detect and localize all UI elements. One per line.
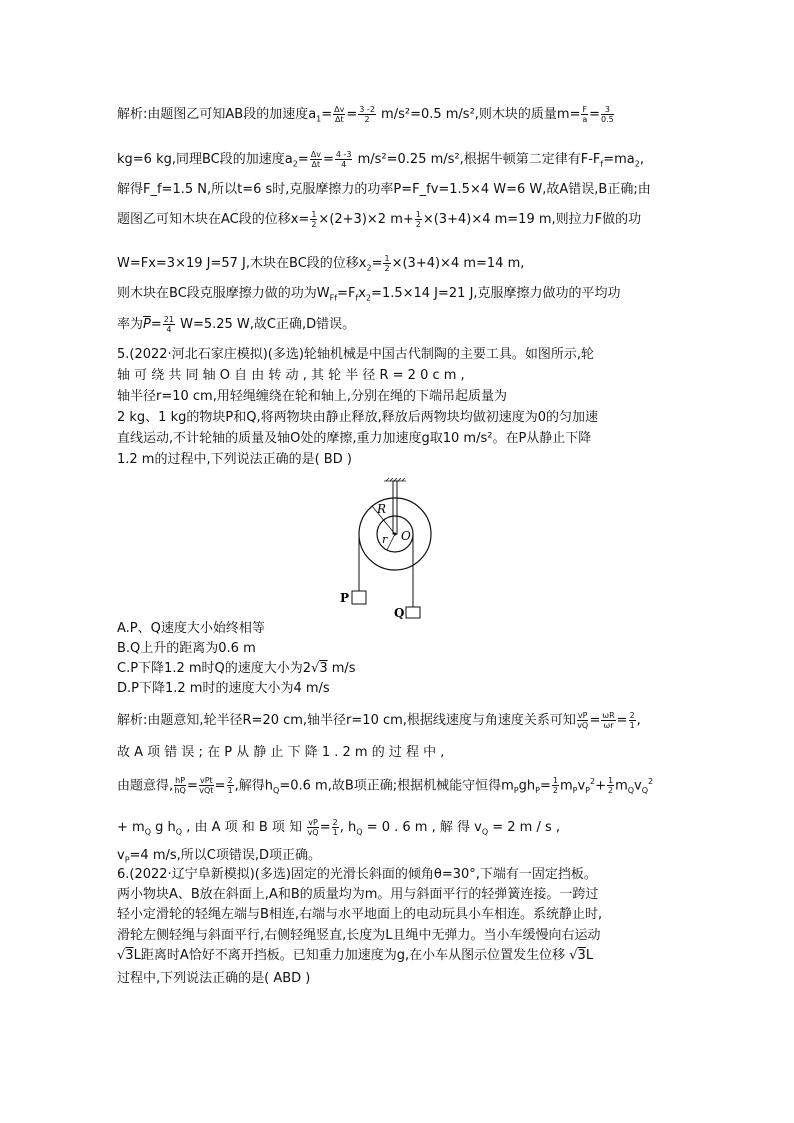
fraction bbox=[333, 105, 345, 124]
text: = bbox=[150, 317, 162, 332]
text: v bbox=[577, 778, 586, 794]
text: x bbox=[358, 286, 366, 301]
text: ,解得h bbox=[234, 778, 274, 794]
text: 解析:由题意知,轮半径R=20 cm,轴半径r=10 cm,根据线速度与角速度关系可知 bbox=[117, 713, 576, 728]
sub: 1 bbox=[316, 114, 322, 124]
den: 0.5 bbox=[601, 115, 614, 124]
sub: f bbox=[600, 159, 604, 169]
text: 直线运动,不计轮轴的质量及轴O处的摩擦,重力加速度g取10 m/s²。在P从静止下降 bbox=[117, 431, 592, 446]
fraction bbox=[307, 818, 319, 837]
sub: 2 bbox=[366, 263, 372, 273]
num: 1 bbox=[311, 210, 317, 219]
text: m bbox=[615, 778, 628, 794]
den: 4 bbox=[341, 160, 347, 169]
radicand: 3 bbox=[125, 948, 134, 963]
text: 轴 可 绕 共 同 轴 O 自 由 转 动 , 其 轮 半 径 R = 2 0 c m , bbox=[117, 368, 465, 383]
den: vQ bbox=[577, 721, 589, 730]
sub: 2 bbox=[292, 159, 298, 169]
sol5-line-3 bbox=[117, 773, 653, 800]
sub: 2 bbox=[365, 293, 372, 303]
num: 1 bbox=[384, 254, 390, 263]
text: + bbox=[595, 778, 606, 794]
text: m/s²=0.5 m/s²,则木块的质量m= bbox=[376, 107, 581, 122]
sol4-line-6 bbox=[117, 285, 621, 308]
num: 21 bbox=[163, 315, 174, 324]
text: v bbox=[117, 848, 125, 863]
text: 过程中,下列说法正确的是( ABD ) bbox=[117, 971, 311, 986]
text: L距离时A恰好不离开挡板。已知重力加速度为g,在小车从图示位置发生位移 bbox=[133, 948, 570, 963]
sub: 2 bbox=[634, 159, 640, 169]
text: 6.(2022·辽宁阜新模拟)(多选)固定的光滑长斜面的倾角θ=30°,下端有一固定挡板。 bbox=[117, 867, 597, 882]
fraction bbox=[310, 150, 322, 169]
text: v bbox=[634, 778, 642, 794]
sub: P bbox=[513, 785, 519, 795]
fraction bbox=[629, 711, 636, 730]
num: 2 bbox=[332, 818, 338, 827]
text: = bbox=[589, 107, 600, 122]
text: A.P、Q速度大小始终相等 bbox=[117, 621, 265, 636]
q5-line-2 bbox=[117, 367, 465, 385]
text: W=Fx=3×19 J=57 J,木块在BC段的位移x bbox=[117, 256, 367, 271]
fraction bbox=[552, 776, 559, 795]
text: gh bbox=[518, 778, 536, 794]
radicand: 3 bbox=[577, 948, 586, 963]
text: 5.(2022·河北石家庄模拟)(多选)轮轴机械是中国古代制陶的主要工具。如图所示,轮 bbox=[117, 347, 595, 362]
text: = bbox=[371, 256, 383, 271]
num: 4 -3 bbox=[335, 150, 352, 159]
den: 2 bbox=[415, 220, 421, 229]
sub: Q bbox=[175, 827, 183, 837]
text: m/s bbox=[327, 661, 356, 676]
text: W=5.25 W,故C正确,D错误。 bbox=[175, 317, 356, 332]
sol4-line-3 bbox=[117, 181, 651, 199]
label-P: P bbox=[340, 591, 350, 605]
text: ×(3+4)×4 m=14 m, bbox=[391, 256, 525, 271]
fraction bbox=[174, 776, 186, 795]
fraction bbox=[607, 776, 614, 795]
fraction bbox=[581, 105, 588, 124]
fraction bbox=[227, 776, 234, 795]
text: L bbox=[585, 948, 594, 963]
den: 1 bbox=[332, 828, 338, 837]
num: hP bbox=[175, 776, 186, 786]
fraction bbox=[332, 818, 339, 837]
text: =4 m/s,所以C项错误,D项正确。 bbox=[129, 848, 321, 863]
den: 2 bbox=[364, 115, 370, 124]
sol5-line-1 bbox=[117, 711, 641, 730]
sol5-line-4 bbox=[117, 818, 560, 842]
text: 解得F_f=1.5 N,所以t=6 s时,克服摩擦力的功率P=F_fv=1.5×4 W=6 W,故A错误,B正确;由 bbox=[117, 182, 651, 197]
q6-line-3 bbox=[117, 906, 602, 924]
num: 2 bbox=[227, 776, 233, 786]
num: 3 -2 bbox=[359, 105, 375, 114]
text: D.P下降1.2 m时的速度大小为4 m/s bbox=[117, 681, 330, 696]
num: 1 bbox=[607, 776, 614, 786]
sqrt-symbol: √ bbox=[569, 948, 578, 963]
label-r: r bbox=[382, 533, 388, 546]
sup: 2 bbox=[589, 777, 596, 786]
fraction bbox=[310, 210, 317, 229]
text: ×(2+3)×2 m+ bbox=[318, 212, 414, 227]
text: = bbox=[322, 152, 334, 167]
sqrt-symbol: √ bbox=[117, 948, 126, 963]
num: 3 bbox=[601, 105, 614, 115]
fraction bbox=[577, 711, 589, 730]
label-O: O bbox=[401, 529, 411, 543]
sol4-line-1 bbox=[117, 105, 615, 129]
q5-line-4 bbox=[117, 409, 598, 427]
sub: Ff bbox=[329, 293, 338, 303]
sub: Q bbox=[356, 827, 363, 837]
sub: Q bbox=[627, 785, 635, 795]
sub: Q bbox=[273, 785, 280, 795]
den: 1 bbox=[629, 721, 635, 730]
radicand: 3 bbox=[319, 661, 328, 676]
block-P bbox=[352, 591, 366, 604]
sub: f bbox=[355, 293, 359, 303]
text: 1.2 m的过程中,下列说法正确的是( BD ) bbox=[117, 452, 352, 467]
q6-line-2 bbox=[117, 886, 598, 904]
q5-line-1 bbox=[117, 346, 594, 364]
text: 轻小定滑轮的轻绳左端与B相连,右端与水平地面上的电动玩具小车相连。系统静止时, bbox=[117, 907, 603, 922]
den: 1 bbox=[227, 786, 233, 796]
sol4-line-5 bbox=[117, 254, 524, 278]
sub: P bbox=[535, 785, 540, 795]
text: 率为 bbox=[117, 317, 144, 332]
sol4-line-4 bbox=[117, 210, 641, 229]
q6-line-5 bbox=[117, 947, 593, 965]
num: vP bbox=[577, 711, 588, 720]
text: , bbox=[636, 713, 641, 728]
text: m/s²=0.25 m/s²,根据牛顿第二定律有F-F bbox=[353, 152, 601, 167]
text: 解析:由题图乙可知AB段的加速度a bbox=[117, 107, 317, 122]
den: 2 bbox=[607, 786, 614, 796]
num: 1 bbox=[552, 776, 558, 786]
text: 轴半径r=10 cm,用轻绳缠绕在轮和轴上,分别在绳的下端吊起质量为 bbox=[117, 389, 507, 404]
text: kg=6 kg,同理BC段的加速度a bbox=[117, 152, 293, 167]
sol5-line-2 bbox=[117, 744, 444, 762]
q5-line-5 bbox=[117, 430, 591, 448]
text: 则木块在BC段克服摩擦力做的功为W bbox=[117, 286, 330, 301]
den: a bbox=[582, 115, 588, 124]
label-R: R bbox=[377, 502, 387, 516]
fraction bbox=[358, 105, 376, 124]
text: = bbox=[346, 107, 358, 122]
text: m bbox=[559, 778, 573, 794]
fraction bbox=[415, 210, 422, 229]
text: = bbox=[297, 152, 309, 167]
p-bar: $\overline{P}$ bbox=[143, 317, 151, 332]
fraction bbox=[601, 105, 614, 124]
text: 2 kg、1 kg的物块P和Q,将两物块由静止释放,释放后两物块均做初速度为0的匀加速 bbox=[117, 410, 598, 425]
sqrt-symbol: √ bbox=[311, 661, 320, 676]
den: vQ bbox=[307, 828, 319, 837]
num: 1 bbox=[415, 210, 421, 219]
q5-line-6 bbox=[117, 451, 352, 469]
text: = 2 m / s , bbox=[488, 820, 561, 835]
text: =ma bbox=[603, 152, 635, 167]
sub: Q bbox=[641, 785, 649, 795]
sol4-line-2 bbox=[117, 150, 644, 174]
text: = bbox=[321, 107, 333, 122]
text: =F bbox=[337, 286, 356, 301]
q5-line-3 bbox=[117, 388, 507, 406]
text: ×(3+4)×4 m=19 m,则拉力F做的功 bbox=[422, 212, 642, 227]
text: 滑轮左侧轻绳与斜面平行,右侧轻绳竖直,长度为L且绳中无弹力。当小车缓慢向右运动 bbox=[117, 928, 601, 943]
support-rod bbox=[393, 481, 397, 534]
num: 2 bbox=[629, 711, 635, 720]
text: g h bbox=[151, 820, 176, 835]
den: Δt bbox=[311, 160, 321, 169]
den: 2 bbox=[311, 220, 317, 229]
text: = bbox=[539, 778, 551, 794]
sub: Q bbox=[481, 827, 489, 837]
fraction bbox=[335, 150, 353, 169]
q6-line-1 bbox=[117, 866, 597, 884]
text: 题图乙可知木块在AC段的位移x= bbox=[117, 212, 310, 227]
text: =0.6 m,故B项正确;根据机械能守恒得m bbox=[279, 778, 514, 794]
den: ωr bbox=[603, 721, 614, 730]
den: vQt bbox=[199, 786, 214, 796]
text: + m bbox=[117, 820, 145, 835]
text: =1.5×14 J=21 J,克服摩擦力做功的平均功 bbox=[371, 286, 621, 301]
text: , bbox=[639, 152, 644, 167]
text: = bbox=[589, 713, 601, 728]
q6-line-4 bbox=[117, 927, 601, 945]
text: B.Q上升的距离为0.6 m bbox=[117, 641, 256, 656]
sup: 2 bbox=[648, 777, 654, 786]
text: 故 A 项 错 误 ; 在 P 从 静 止 下 降 1 . 2 m 的 过 程 中 , bbox=[117, 745, 445, 760]
q5-option-c bbox=[117, 660, 356, 678]
q5-option-a bbox=[117, 620, 265, 638]
num: vPt bbox=[199, 776, 213, 786]
num: F bbox=[582, 105, 588, 114]
block-Q bbox=[406, 607, 420, 618]
den: 4 bbox=[166, 325, 172, 334]
fraction bbox=[383, 254, 390, 273]
sub: Q bbox=[144, 827, 151, 837]
den: 2 bbox=[552, 786, 558, 796]
den: Δt bbox=[334, 115, 344, 124]
label-Q: Q bbox=[394, 606, 405, 620]
q5-option-b bbox=[117, 640, 256, 658]
num: ωR bbox=[602, 711, 615, 720]
text: = bbox=[214, 778, 226, 794]
den: hQ bbox=[174, 786, 186, 796]
fraction bbox=[163, 315, 175, 334]
text: = 0 . 6 m , 解 得 v bbox=[362, 820, 482, 835]
text: , h bbox=[339, 820, 357, 835]
text: 两小物块A、B放在斜面上,A和B的质量均为m。用与斜面平行的轻弹簧连接。一跨过 bbox=[117, 887, 599, 902]
text: = bbox=[319, 820, 331, 835]
sub: P bbox=[572, 785, 578, 795]
text: = bbox=[616, 713, 628, 728]
q6-line-6 bbox=[117, 970, 310, 988]
num: Δv bbox=[310, 150, 321, 159]
q5-option-d bbox=[117, 680, 330, 698]
text: , 由 A 项 和 B 项 知 bbox=[182, 820, 307, 835]
fraction bbox=[199, 776, 214, 795]
text: = bbox=[187, 778, 198, 794]
num: vP bbox=[308, 818, 318, 827]
text: 由题意得, bbox=[117, 778, 174, 794]
radius-r-line bbox=[387, 534, 395, 550]
num: Δv bbox=[334, 105, 345, 114]
den: 2 bbox=[384, 264, 390, 273]
sub: P bbox=[585, 785, 590, 795]
fraction bbox=[601, 711, 615, 730]
wheel-axle-figure bbox=[340, 478, 446, 620]
text: C.P下降1.2 m时Q的速度大小为2 bbox=[117, 661, 312, 676]
sub: P bbox=[124, 855, 130, 865]
sol4-line-7 bbox=[117, 315, 355, 334]
